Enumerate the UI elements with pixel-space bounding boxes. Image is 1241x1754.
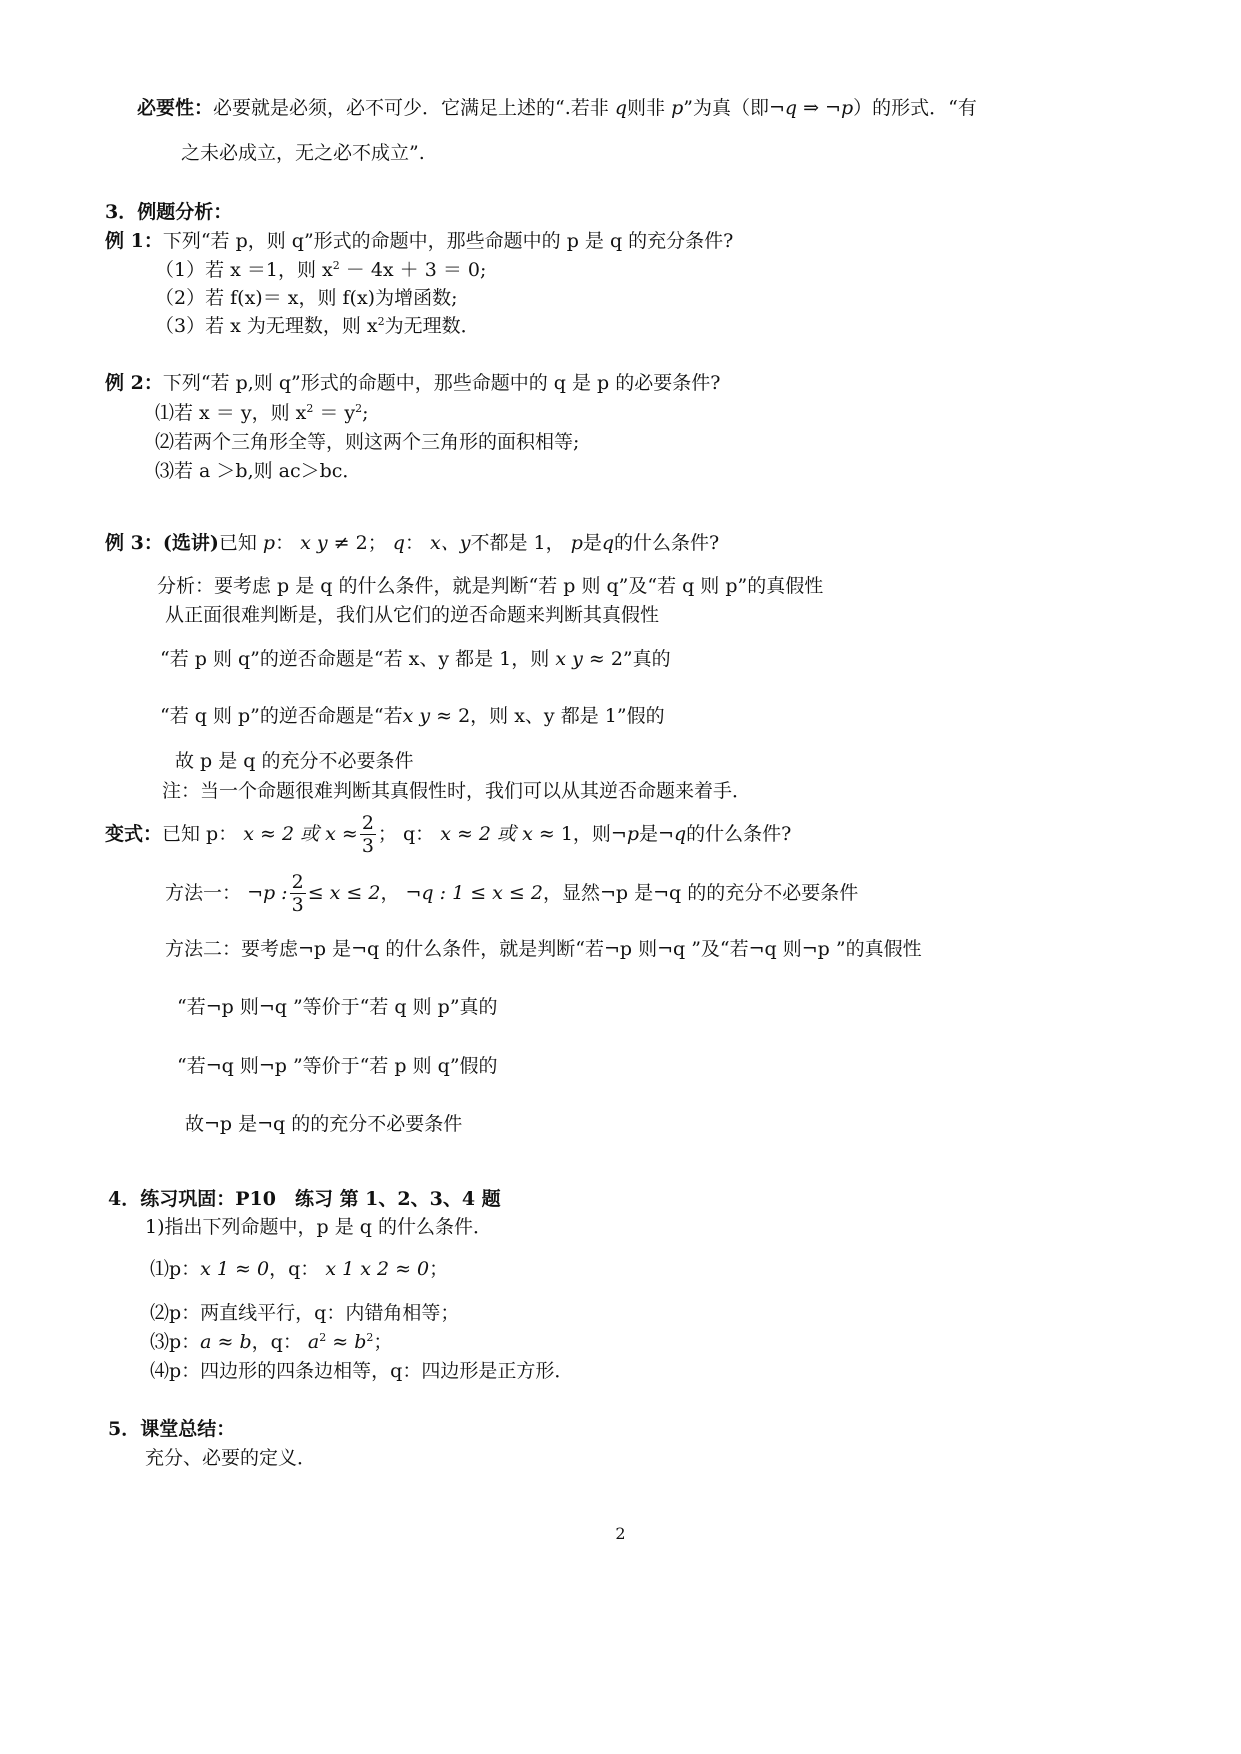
variant-method-2: 方法二：要考虑¬p 是¬q 的什么条件，就是判断“若¬p 则¬q ”及“若¬q 则¬p ”的真假性 bbox=[165, 938, 922, 960]
section-3-heading: 3．例题分析： bbox=[105, 201, 233, 223]
variant-fraction: $\frac{2}{3}$ bbox=[361, 812, 374, 857]
example-1-item-3: （3）若 x 为无理数，则 $x^2$为无理数． bbox=[155, 315, 480, 337]
summary-text: 充分、必要的定义． bbox=[145, 1447, 317, 1469]
example-2-item-2: ⑵若两个三角形全等，则这两个三角形的面积相等; bbox=[155, 431, 580, 453]
exercise-item-3: ⑶p：a ≈ b，q： $a^2 \approx b^2$； bbox=[150, 1331, 393, 1353]
example-3-analysis-1: 分析：要考虑 p 是 q 的什么条件，就是判断“若 p 则 q”及“若 q 则 p”的真假性 bbox=[157, 575, 824, 597]
necessity-line-2: 之未必成立，无之必不成立”. bbox=[181, 142, 425, 164]
method-1-fraction: $\frac{2}{3}$ bbox=[291, 871, 304, 916]
exercise-item-4: ⑷p：四边形的四条边相等，q：四边形是正方形． bbox=[150, 1360, 574, 1382]
example-3-title: 例 3：(选讲)已知 p： x y ≠ 2； q： x、y不都是 1， p是q的什么条件? bbox=[105, 532, 720, 554]
example-3-conclusion: 故 p 是 q 的充分不必要条件 bbox=[175, 750, 414, 772]
variant-method-1: 方法一： ¬p : $\frac{2}{3}$ ≤ x ≤ 2， ¬q : 1 ≤ x ≤ 2，显然¬p 是¬q 的的充分不必要条件 bbox=[165, 871, 859, 916]
example-3-analysis-2: 从正面很难判断是，我们从它们的逆否命题来判断其真假性 bbox=[165, 604, 660, 626]
variant-equivalence-2: “若¬q 则¬p ”等价于“若 p 则 q”假的 bbox=[177, 1055, 498, 1077]
example-1-item-1: （1）若 x ＝1，则 $x^2 - 4x + 3 = 0$; bbox=[155, 259, 487, 281]
example-2-item-1: ⑴若 x ＝ y，则 $x^2 = y^2$; bbox=[155, 402, 369, 424]
example-3-expression: x y ≠ bbox=[300, 532, 350, 554]
necessity-line-1: 必要性：必要就是必须，必不可少．它满足上述的“.若非 q则非 p”为真（即¬q ⇒ ¬p）的形式．“有 bbox=[137, 97, 977, 119]
variant-equivalence-1: “若¬p 则¬q ”等价于“若 q 则 p”真的 bbox=[177, 996, 498, 1018]
example-2-title: 例 2：下列“若 p,则 q”形式的命题中，那些命题中的 q 是 p 的必要条件? bbox=[105, 372, 721, 394]
exercise-item-1: ⑴p：x 1 ≈ 0，q： x 1 x 2 ≈ 0； bbox=[150, 1258, 449, 1280]
exercise-intro: 1)指出下列命题中，p 是 q 的什么条件． bbox=[145, 1216, 492, 1238]
necessity-label: 必要性： bbox=[137, 97, 214, 119]
example-3-note: 注：当一个命题很难判断其真假性时，我们可以从其逆否命题来着手． bbox=[162, 780, 752, 802]
example-3-analysis-4: “若 q 则 p”的逆否命题是“若x y ≈ 2，则 x、y 都是 1”假的 bbox=[160, 705, 665, 727]
variant-title: 变式：已知 p： x ≈ 2 或 x ≈ $\frac{2}{3}$ ； q： x ≈ 2 或 x ≈ 1，则¬p是¬q的什么条件? bbox=[105, 812, 792, 857]
section-4-heading: 4．练习巩固：P10 练习 第 1、2、3、4 题 bbox=[108, 1188, 501, 1210]
section-5-heading: 5．课堂总结： bbox=[108, 1418, 236, 1440]
necessity-formula: ¬q ⇒ ¬p bbox=[768, 97, 854, 119]
example-2-item-3: ⑶若 a ＞b,则 ac＞bc． bbox=[155, 460, 362, 482]
example-3-analysis-3: “若 p 则 q”的逆否命题是“若 x、y 都是 1，则 x y ≈ 2”真的 bbox=[160, 648, 671, 670]
variant-conclusion: 故¬p 是¬q 的的充分不必要条件 bbox=[185, 1113, 463, 1135]
page-number: 2 bbox=[615, 1524, 626, 1543]
example-1-title: 例 1：下列“若 p，则 q”形式的命题中，那些命题中的 p 是 q 的充分条件? bbox=[105, 230, 734, 252]
exercise-item-2: ⑵p：两直线平行，q：内错角相等； bbox=[150, 1302, 460, 1324]
example-1-item-2: （2）若 f(x)＝ x，则 f(x)为增函数; bbox=[155, 287, 458, 309]
